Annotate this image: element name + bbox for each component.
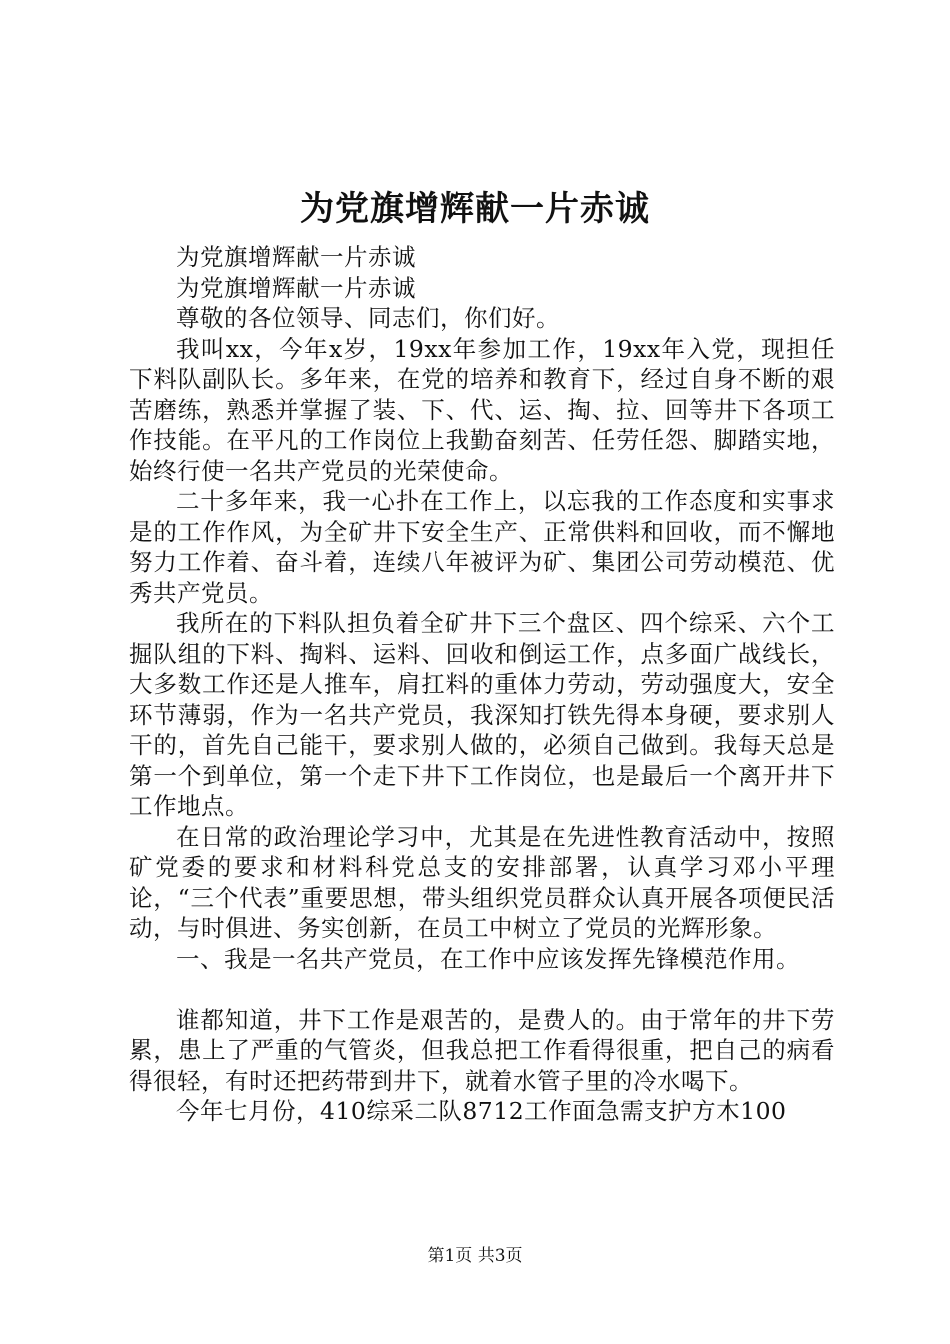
paragraph-july: 今年七月份，410综采二队8712工作面急需支护方木100 <box>176 1097 787 1125</box>
paragraph-theory-study: 在日常的政治理论学习中，尤其是在先进性教育活动中，按照矿党委的要求和材料科党总支的安排部署，认真学习邓小平理论，“三个代表”重要思想，带头组织党员群众认真开展各项便民活动，与时俱进、务实创新，在员工中树立了党员的光辉形象。 <box>129 822 835 942</box>
paragraph-hardship: 谁都知道，井下工作是艰苦的，是费人的。由于常年的井下劳累，患上了严重的气管炎，但我总把工作看得很重，把自己的病看得很轻，有时还把药带到井下，就着水管子里的冷水喝下。 <box>129 1005 835 1095</box>
document-body <box>129 242 835 1127</box>
paragraph-self-introduction: 我叫xx，今年x岁，19xx年参加工作，19xx年入党，现担任下料队副队长。多年来，在党的培养和教育下，经过自身不断的艰苦磨练，熟悉并掌握了装、下、代、运、掏、拉、回等井下各项工作技能。在平凡的工作岗位上我勤奋刻苦、任劳任怨、脚踏实地，始终行使一名共产党员的光荣使命。 <box>129 334 835 485</box>
paragraph-repeat-title-1: 为党旗增辉献一片赤诚 <box>176 243 416 271</box>
paragraph-greeting: 尊敬的各位领导、同志们，你们好。 <box>176 304 560 332</box>
page-title: 为党旗增辉献一片赤诚 <box>300 189 650 229</box>
page-number-footer: 第1页 共3页 <box>427 1246 523 1266</box>
paragraph-twenty-years: 二十多年来，我一心扑在工作上，以忘我的工作态度和实事求是的工作作风，为全矿井下安全生产、正常供料和回收，而不懈地努力工作着、奋斗着，连续八年被评为矿、集团公司劳动模范、优秀共产党员。 <box>129 487 835 607</box>
paragraph-repeat-title-2: 为党旗增辉献一片赤诚 <box>176 273 416 302</box>
paragraph-material-team: 我所在的下料队担负着全矿井下三个盘区、四个综采、六个工掘队组的下料、掏料、运料、回收和倒运工作，点多面广战线长，大多数工作还是人推车，肩扛料的重体力劳动，劳动强度大，安全环节薄弱，作为一名共产党员，我深知打铁先得本身硬，要求别人干的，首先自己能干，要求别人做的，必须自己做到。我每天总是第一个到单位，第一个走下井下工作岗位，也是最后一个离开井下工作地点。 <box>129 609 835 820</box>
paragraph-section-heading: 一、我是一名共产党员，在工作中应该发挥先锋模范作用。 <box>176 944 800 973</box>
